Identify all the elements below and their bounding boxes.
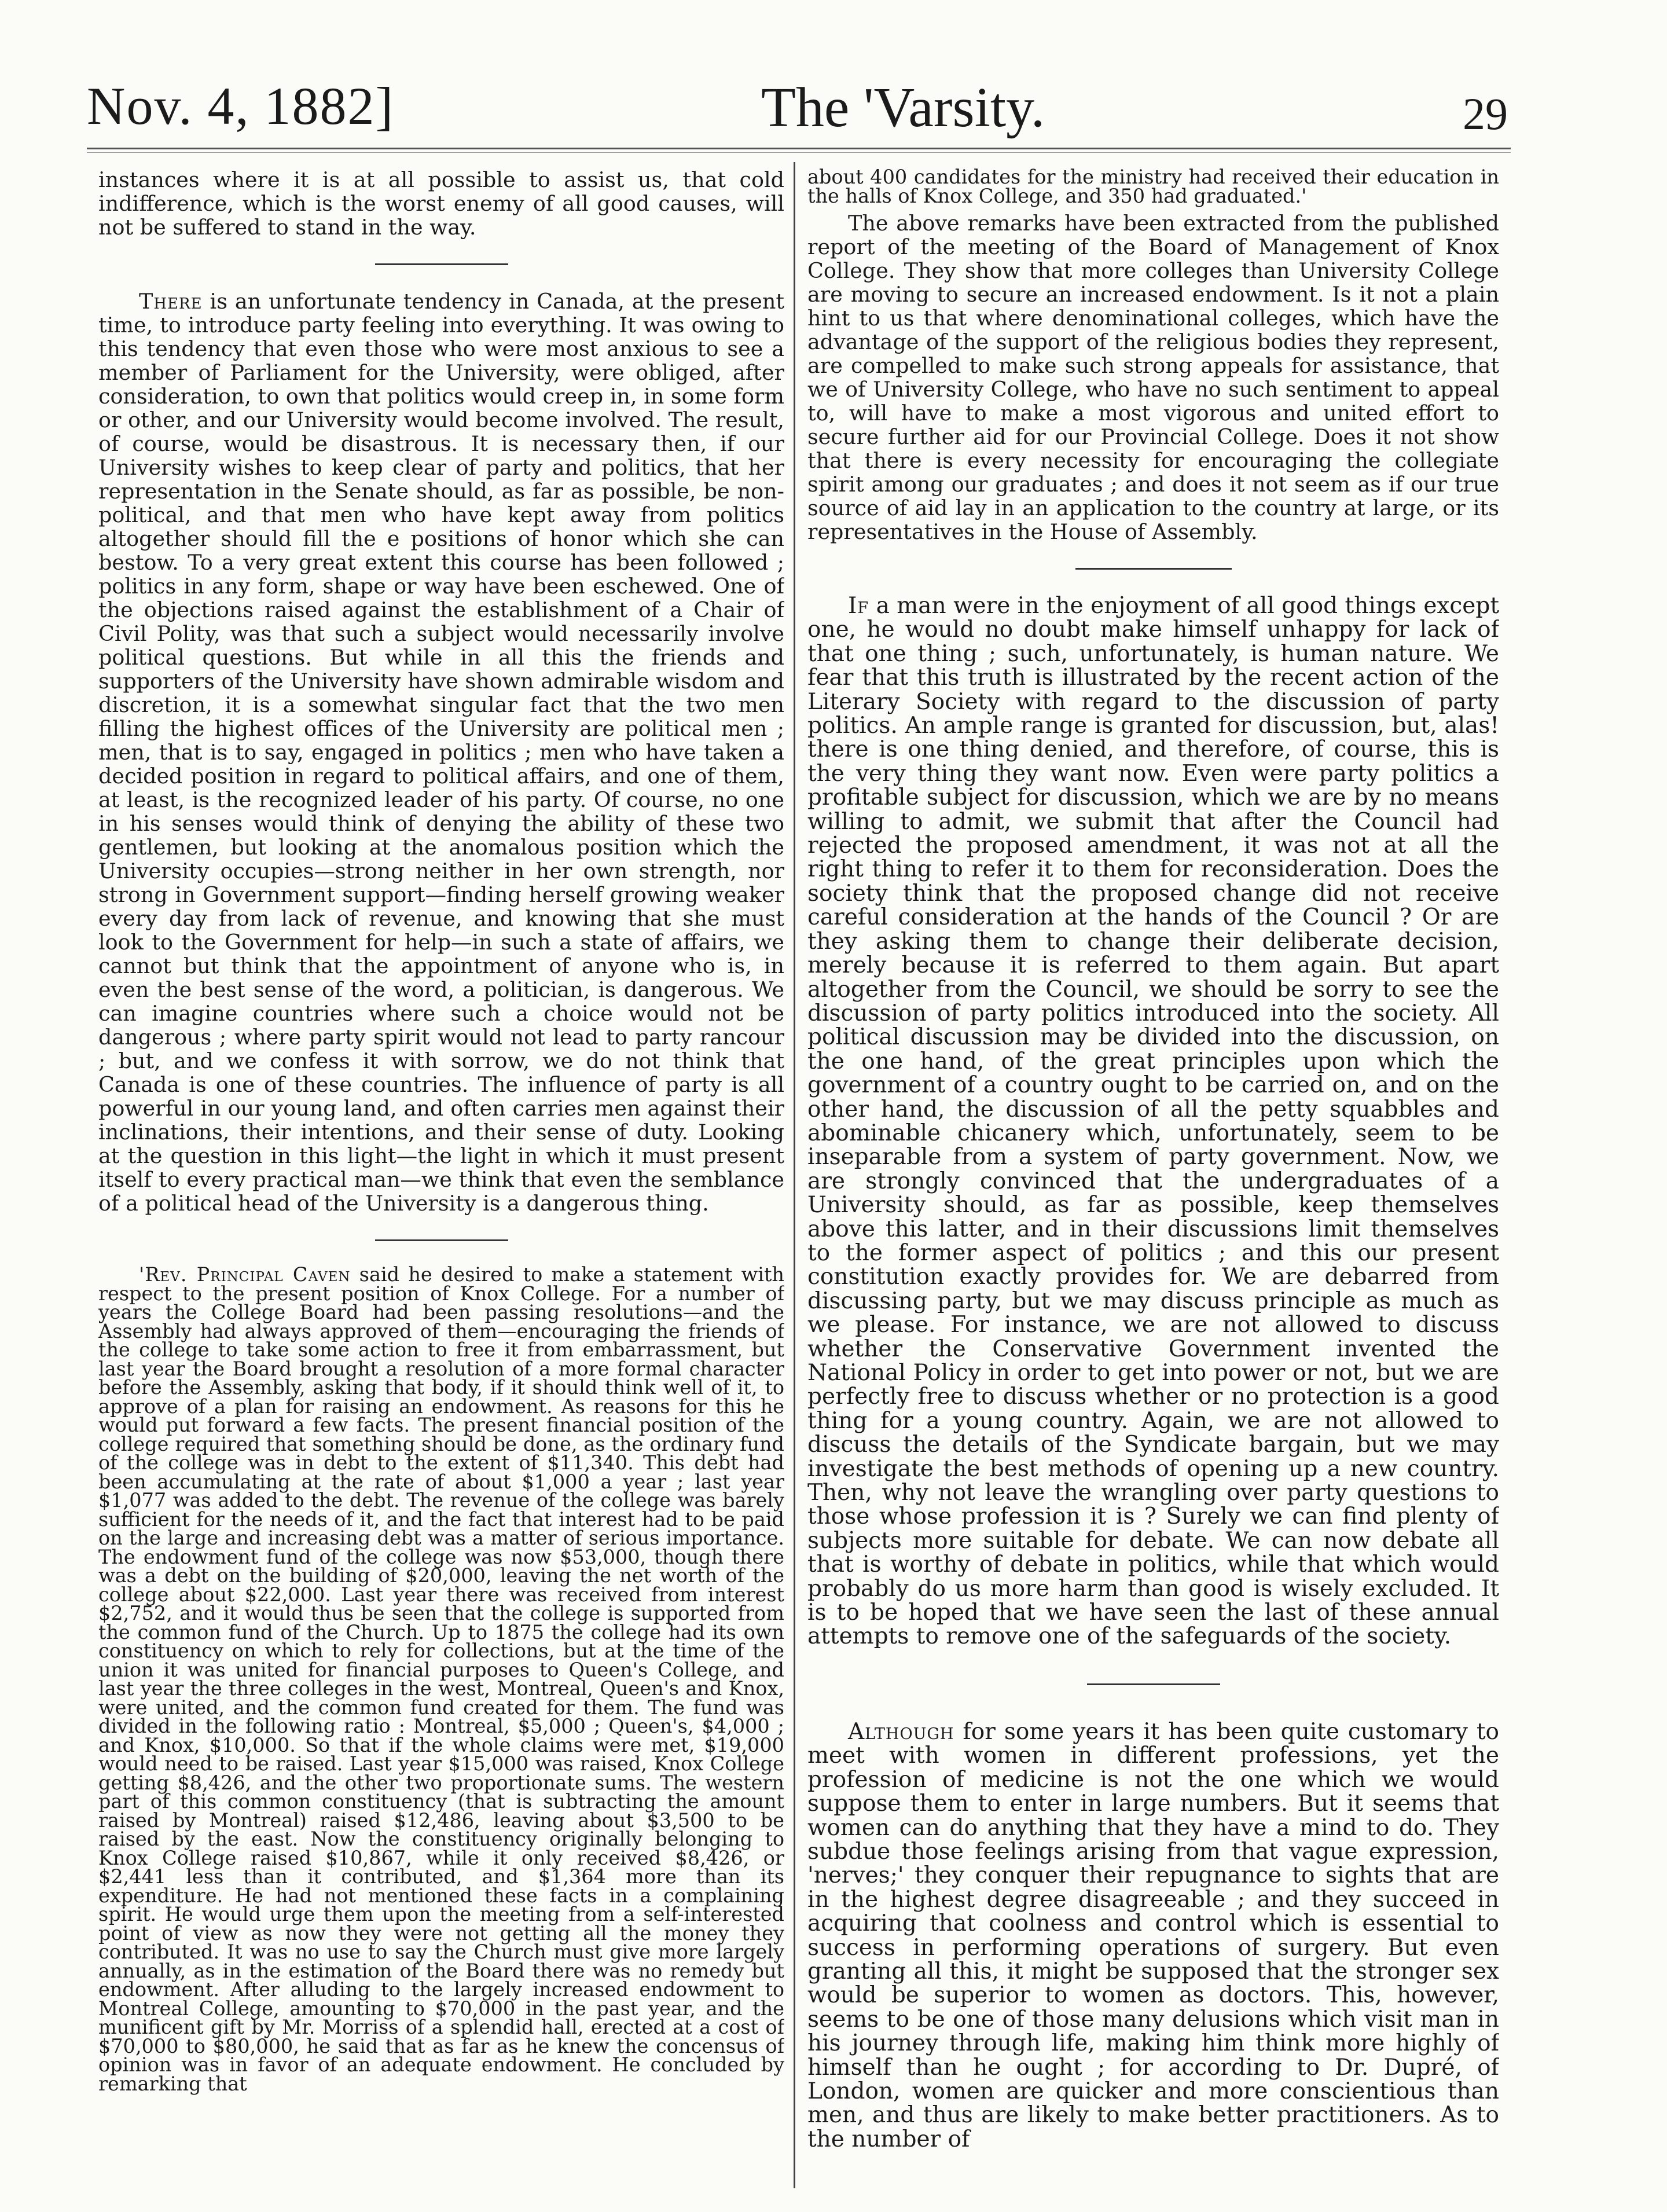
- section-separator: [1087, 1683, 1220, 1685]
- quote-end-paragraph: about 400 candidates for the ministry had received their education in the halls of Knox College, and 350 had graduated.': [807, 168, 1499, 207]
- issue-date: Nov. 4, 1882]: [87, 76, 395, 135]
- intro-paragraph: instances where it is at all possible to assist us, that cold indifference, which is the worst enemy of all good causes, will not be suffered to stand in the way.: [98, 168, 784, 240]
- caven-lead: 'Rev. Principal Caven: [139, 1263, 351, 1286]
- header-rule: [87, 148, 1511, 149]
- women-paragraph: [807, 1720, 1499, 2151]
- party-lead: There: [139, 289, 203, 314]
- party-paragraph: [98, 289, 784, 1215]
- newspaper-title: The 'Varsity.: [761, 76, 1045, 139]
- women-lead: Although: [848, 1718, 954, 1745]
- section-separator: [375, 1239, 508, 1241]
- women-text: for some years it has been quite customary to meet with women in different professions, yet the profession of medicine is not the one which we would suppose them to enter in large numbers. But it seems that women can do anything that they have a mind to do. They subdue those feelings arising from that vague expression, 'nerves;' they conquer their repugnance to sights that are in the highest degree disagreeable ; and they succeed in acquiring that coolness and control which is essential to success in performing operations of surgery. But even granting all this, it might be supposed that the stronger sex would be superior to women as doctors. This, however, seems to be one of those many delusions which visit man in his journey through life, making him think more highly of himself than he ought ; for according to Dr. Dupré, of London, women are quicker and more conscientious than men, and thus are likely to make better practitioners. As to the number of: [807, 1718, 1499, 2152]
- literary-paragraph: [807, 594, 1499, 1649]
- right-column: [807, 168, 1499, 2182]
- page-number: 29: [1463, 89, 1508, 139]
- caven-paragraph: [98, 1265, 784, 2093]
- literary-lead: If: [848, 593, 869, 619]
- page-header: [87, 75, 1508, 151]
- caven-text: said he desired to make a statement with respect to the present position of Knox College. For a number of years the College Board had been passing resolutions—and the Assembly had always approved of them—encouraging the friends of the college to take some action to free it from embarrassment, but last year the Board brought a resolution of a more formal character before the Assembly, asking that body, if it should think well of it, to approve of a plan for raising an endowment. As reasons for this he would put forward a few facts. The present financial position of the college required that something should be done, as the ordinary fund of the college was in debt to the extent of $11,340. This debt had been accumulating at the rate of about $1,000 a year ; last year $1,077 was added to the debt. The revenue of the college was barely sufficient for the needs of it, and the fact that interest had to be paid on the large and increasing debt was a matter of serious importance. The endowment fund of the college was now $53,000, though there was a debt on the building of $20,000, leaving the net worth of the college about $22,000. Last year there was received from interest $2,752, and it would thus be seen that the college is supported from the common fund of the Church. Up to 1875 the college had its own constituency on which to rely for collections, but at the time of the union it was united for financial purposes to Queen's College, and last year the three colleges in the west, Montreal, Queen's and Knox, were united, and the common fund created for them. The fund was divided in the following ratio : Montreal, $5,000 ; Queen's, $4,000 ; and Knox, $10,000. So that if the whole claims were met, $19,000 would need to be raised. Last year $15,000 was raised, Knox College getting $8,426, and the other two proportionate sums. The western part of this common constituency (that is subtracting the amount raised by Montreal) raised $12,486, leaving about $3,500 to be raised by the east. Now the constituency originally belonging to Knox College raised $10,867, while it only received $8,426, or $2,441 less than it contributed, and $1,364 more than its expenditure. He had not mentioned these facts in a complaining spirit. He would urge them upon the meeting from a self-interested point of view as now they were not getting all the money they contributed. It was no use to say the Church must give more largely annually, as in the estimation of the Board there was no remedy but endowment. After alluding to the largely increased endowment to Montreal College, amounting to $70,000 in the past year, and the munificent gift by Mr. Morriss of a splendid hall, erected at a cost of $70,000 to $80,000, he said that as far as he knew the concensus of opinion was in favor of an adequate endowment. He concluded by remarking that: [98, 1263, 784, 2095]
- header-rule-thin: [87, 152, 1511, 153]
- column-divider: [794, 162, 795, 2188]
- section-separator: [1075, 568, 1232, 570]
- remarks-paragraph: The above remarks have been extracted from the published report of the meeting of the Board of Management of Knox College. They show that more colleges than University College are moving to secure an increased endowment. Is it not a plain hint to us that where denominational colleges, which have the advantage of the support of the religious bodies they represent, are compelled to make such strong appeals for assistance, that we of University College, who have no such sentiment to appeal to, will have to make a most vigorous and united effort to secure further aid for our Provincial College. Does it not show that there is every necessity for encouraging the collegiate spirit among our graduates ; and does it not seem as if our true source of aid lay in an application to the country at large, or its representatives in the House of Assembly.: [807, 211, 1499, 544]
- left-column: [98, 168, 784, 2182]
- party-text: is an unfortunate tendency in Canada, at the present time, to introduce party feeling into everything. It was owing to this tendency that even those who were most anxious to see a member of Parliament for the University, were obliged, after consideration, to own that politics would creep in, in some form or other, and our University would become involved. The result, of course, would be disastrous. It is necessary then, if our University wishes to keep clear of party and politics, that her representation in the Senate should, as far as possible, be non-political, and that men who have kept away from politics altogether should fill the e positions of honor which she can bestow. To a very great extent this course has been followed ; politics in any form, shape or way have been eschewed. One of the objections raised against the establishment of a Chair of Civil Polity, was that such a subject would necessarily involve political questions. But while in all this the friends and supporters of the University have shown admirable wisdom and discretion, it is a somewhat singular fact that the two men filling the highest offices of the University are political men ; men, that is to say, engaged in politics ; men who have taken a decided position in regard to political affairs, and one of them, at least, is the recognized leader of his party. Of course, no one in his senses would think of denying the ability of these two gentlemen, but looking at the anomalous position which the University occupies—strong neither in her own strength, nor strong in Government support—finding herself growing weaker every day from lack of revenue, and knowing that she must look to the Government for help—in such a state of affairs, we cannot but think that the appointment of anyone who is, in even the best sense of the word, a politician, is dangerous. We can imagine countries where such a choice would not be dangerous ; where party spirit would not lead to party rancour ; but, and we confess it with sorrow, we do not think that Canada is one of these countries. The influence of party is all powerful in our young land, and often carries men against their inclinations, their intentions, and their sense of duty. Looking at the question in this light—the light in which it must present itself to every practical man—we think that even the semblance of a political head of the University is a dangerous thing.: [98, 289, 784, 1216]
- literary-text: a man were in the enjoyment of all good things except one, he would no doubt make himself unhappy for lack of that one thing ; such, unfortunately, is human nature. We fear that this truth is illustrated by the recent action of the Literary Society with regard to the discussion of party politics. An ample range is granted for discussion, but, alas! there is one thing denied, and therefore, of course, this is the very thing they want now. Even were party politics a profitable subject for discussion, which we are by no means willing to admit, we submit that after the Council had rejected the proposed amendment, it was not at all the right thing to refer it to them for reconsideration. Does the society think that the proposed change did not receive careful consideration at the hands of the Council ? Or are they asking them to change their deliberate decision, merely because it is referred to them again. But apart altogether from the Council, we should be sorry to see the discussion of party politics introduced into the society. All political discussion may be divided into the discussion, on the one hand, of the great principles upon which the government of a country ought to be carried on, and on the other hand, the discussion of all the petty squabbles and abominable chicanery which, unfortunately, seem to be inseparable from a system of party government. Now, we are strongly convinced that the undergraduates of a University should, as far as possible, keep themselves above this latter, and in their discussions limit themselves to the former aspect of politics ; and this our present constitution exactly provides for. We are debarred from discussing party, but we may discuss principle as much as we please. For instance, we are not allowed to discuss whether the Conservative Government invented the National Policy in order to get into power or not, but we are perfectly free to discuss whether or no protection is a good thing for a young country. Again, we are not allowed to discuss the details of the Syndicate bargain, but we may investigate the best methods of opening up a new country. Then, why not leave the wrangling over party questions to those whose profession it is ? Surely we can find plenty of subjects more suitable for debate. We can now debate all that is worthy of debate in politics, while that which would probably do us more harm than good is wisely excluded. It is to be hoped that we have seen the last of these annual attempts to remove one of the safeguards of the society.: [807, 593, 1499, 1650]
- section-separator: [375, 263, 508, 265]
